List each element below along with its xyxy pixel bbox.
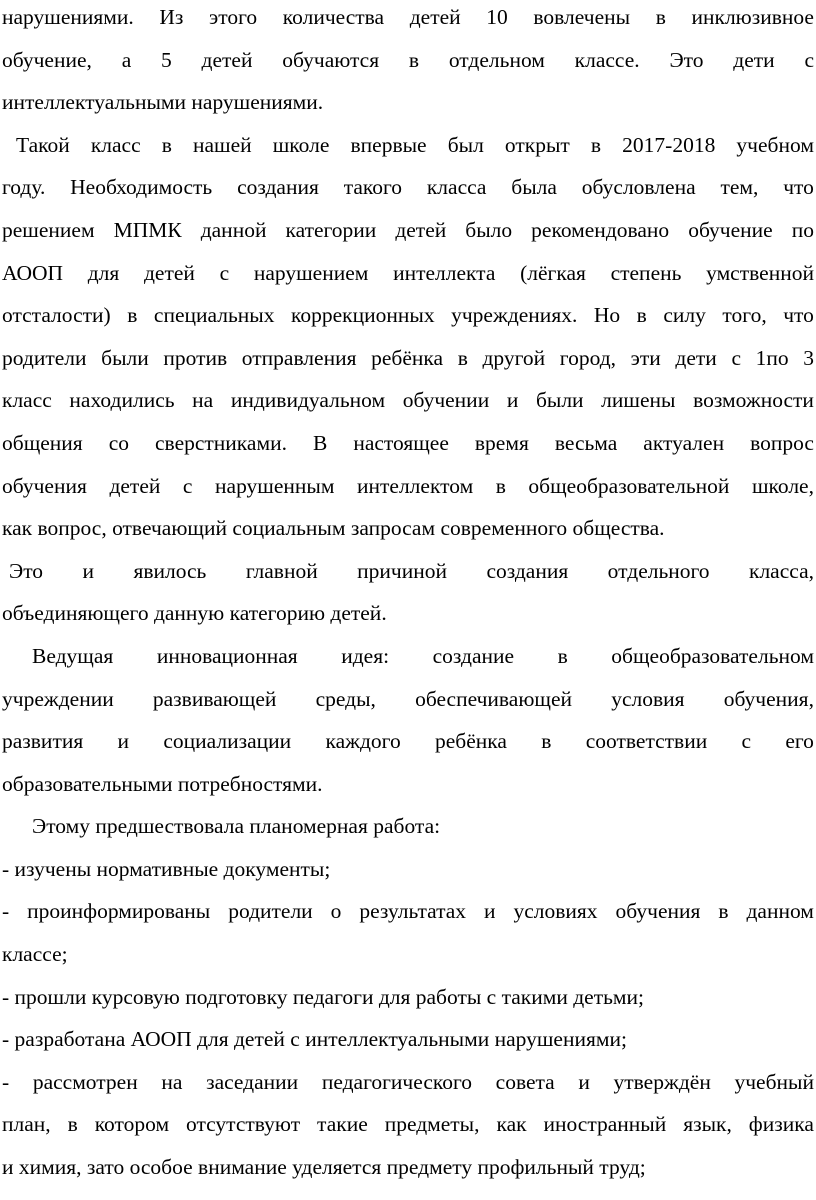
word: и [484,899,496,924]
word: время [474,430,529,455]
word: ребёнка [371,345,444,370]
word: обучения [2,473,87,498]
word: вопрос [750,430,814,455]
word: а [121,47,132,72]
line-text: образовательными потребностями. [2,771,323,796]
text-line [2,1061,814,1104]
word: в [590,132,602,157]
word: были [101,345,149,370]
word: в [495,473,506,498]
text-line [2,465,814,508]
word: данной [200,217,267,242]
word: умственной [706,260,814,285]
word: класс [2,388,52,413]
word: решением [2,217,95,242]
text-line [2,81,814,124]
word: 5 [161,47,172,72]
word: против [163,345,228,370]
word: году. [2,175,46,200]
word: рассмотрен [32,1069,138,1094]
word: индивидуальном [230,388,386,413]
word: нарушениями. [2,5,134,29]
word: настоящее [353,430,449,455]
word: дети [675,345,717,370]
word: иностранный [543,1112,667,1137]
word: в [718,899,729,924]
word: учебном [736,132,814,157]
word: учреждении [2,686,114,711]
word: отсутствуют [186,1112,301,1137]
word: - [2,1069,10,1094]
word: результатах [359,899,467,924]
word: сверстниками. [155,430,287,455]
word: город, [559,345,617,370]
word: родители [2,345,87,370]
word: нарушенным [215,473,335,498]
word: с [741,729,752,754]
word: создание [432,643,515,668]
word: создания [237,175,319,200]
word: на [192,388,214,413]
word: класса, [749,558,814,583]
word: общения [2,430,83,455]
text-line [2,0,814,39]
word: Такой [16,132,70,157]
word: Но [593,303,621,328]
word: данном [746,899,814,924]
word: о [330,899,342,924]
word: детей [143,260,195,285]
word: отдельного [607,558,710,583]
word: нашей [193,132,252,157]
word: для [87,260,120,285]
word: детей [109,473,161,498]
word: что [783,303,814,328]
word: в [67,1112,78,1137]
line-text: - изучены нормативные документы; [2,856,331,881]
word: такие [317,1112,368,1137]
word: условиях [513,899,598,924]
word: в [408,47,420,72]
word: АООП [2,260,64,285]
line-text: и химия, зато особое внимание уделяется предмету профильный труд; [2,1155,646,1180]
text-line [2,209,814,252]
word: с [182,473,193,498]
word: открыт [504,132,570,157]
document-body [2,0,814,1189]
text-line [2,890,814,933]
text-line [2,252,814,295]
word: общеобразовательной [528,473,730,498]
word: другой [482,345,546,370]
text-line [2,763,814,806]
word: по [791,217,814,242]
word: соответствии [585,729,708,754]
word: со [108,430,129,455]
word: 3 [803,345,814,370]
word: обусловлена [581,175,696,200]
word: были [535,388,584,413]
word: инклюзивное [691,5,814,29]
word: В [312,430,328,455]
text-line [2,1018,814,1061]
word: 1по [755,345,789,370]
word: обучении [402,388,490,413]
word: Это [669,47,704,72]
line-text: - разработана АООП для детей с интеллектуальными нарушениями; [2,1027,627,1052]
word: с [731,345,741,370]
word: совета [495,1069,555,1094]
word: идея: [341,643,390,668]
word: явилось [133,558,207,583]
word: был [447,132,484,157]
word: родители [228,899,313,924]
word: школе, [751,473,814,498]
line-text: Этому предшествовала планомерная работа: [32,814,441,839]
word: вовлечены [533,5,631,29]
word: учреждениях. [451,303,578,328]
word: развития [2,729,84,754]
word: причиной [357,558,448,583]
word: школе [272,132,330,157]
word: обучения [615,899,701,924]
word: на [161,1069,183,1094]
word: категории [285,217,377,242]
word: и [506,388,519,413]
word: количества [282,5,385,29]
word: 10 [486,5,508,29]
word: отправления [241,345,357,370]
word: что [783,175,814,200]
word: Это [9,558,44,583]
word: силу [663,303,706,328]
word: рекомендовано [531,217,670,242]
word: нарушением [253,260,369,285]
word: каждого [325,729,401,754]
word: в [457,345,468,370]
word: весьма [554,430,618,455]
text-line [2,848,814,891]
word: его [785,729,814,754]
word: лишены [601,388,676,413]
word: инновационная [156,643,298,668]
text-line [2,294,814,337]
word: физика [748,1112,814,1137]
word: в [161,132,172,157]
word: развивающей [152,686,277,711]
line-text: классе; [2,942,68,967]
word: среды, [315,686,376,711]
word: общеобразовательном [611,643,814,668]
text-line [2,805,814,848]
word: была [511,175,557,200]
word: в [636,303,647,328]
word: заседании [206,1069,299,1094]
word: отдельном [448,47,545,72]
word: находились [69,388,175,413]
word: и [82,558,95,583]
word: - [2,899,10,924]
word: дети [733,47,775,72]
word: и [117,729,130,754]
word: план, [2,1112,51,1137]
word: в [655,5,666,29]
word: Ведущая [32,643,114,668]
text-line [2,422,814,465]
word: детей [409,5,461,29]
word: создания [486,558,569,583]
word: главной [245,558,318,583]
word: как [496,1112,527,1137]
word: в [541,729,552,754]
word: возможности [693,388,814,413]
word: проинформированы [27,899,211,924]
document-page [2,0,814,1200]
word: коррекционных [291,303,435,328]
word: степень [610,260,682,285]
word: в [127,303,138,328]
word: эти [630,345,661,370]
word: класса [426,175,487,200]
word: обучение, [2,47,92,72]
word: ребёнка [435,729,507,754]
word: (лёгкая [520,260,586,285]
word: впервые [350,132,427,157]
text-line [2,720,814,763]
text-line [2,1146,814,1189]
word: специальных [153,303,275,328]
word: интеллектом [357,473,474,498]
text-line [2,592,814,635]
text-line [2,124,814,167]
text-line [2,550,814,593]
line-text: объединяющего данную категорию детей. [2,601,387,626]
line-text: интеллектуальными нарушениями. [2,90,324,115]
word: и [578,1069,590,1094]
text-line [2,976,814,1019]
word: детей [395,217,447,242]
word: котором [94,1112,170,1137]
text-line [2,1103,814,1146]
word: Необходимость [70,175,213,200]
word: обучения, [723,686,814,711]
word: предметы, [384,1112,480,1137]
word: актуален [643,430,725,455]
text-line [2,678,814,721]
word: с [804,47,814,72]
word: учебный [734,1069,814,1094]
line-text: - прошли курсовую подготовку педагоги для работы с такими детьми; [2,984,644,1009]
word: классе. [574,47,640,72]
word: того, [722,303,767,328]
word: было [465,217,513,242]
word: тем, [720,175,759,200]
word: Из [159,5,184,29]
word: 2017-2018 [622,132,716,157]
text-line [2,39,814,82]
word: МПМК [113,217,182,242]
word: обеспечивающей [415,686,573,711]
word: с [219,260,230,285]
word: интеллекта [393,260,496,285]
word: язык, [683,1112,732,1137]
word: социализации [163,729,292,754]
text-line [2,933,814,976]
word: в [557,643,568,668]
word: детей [201,47,253,72]
word: утверждён [613,1069,711,1094]
word: такого [343,175,403,200]
word: этого [209,5,258,29]
line-text: как вопрос, отвечающий социальным запросам современного общества. [2,516,665,541]
word: педагогического [321,1069,473,1094]
word: обучение [688,217,773,242]
word: обучаются [282,47,380,72]
text-line [2,166,814,209]
word: отсталости) [2,303,111,328]
text-line [2,337,814,380]
text-line [2,635,814,678]
text-line [2,507,814,550]
word: класс [90,132,141,157]
word: условия [611,686,685,711]
text-line [2,379,814,422]
